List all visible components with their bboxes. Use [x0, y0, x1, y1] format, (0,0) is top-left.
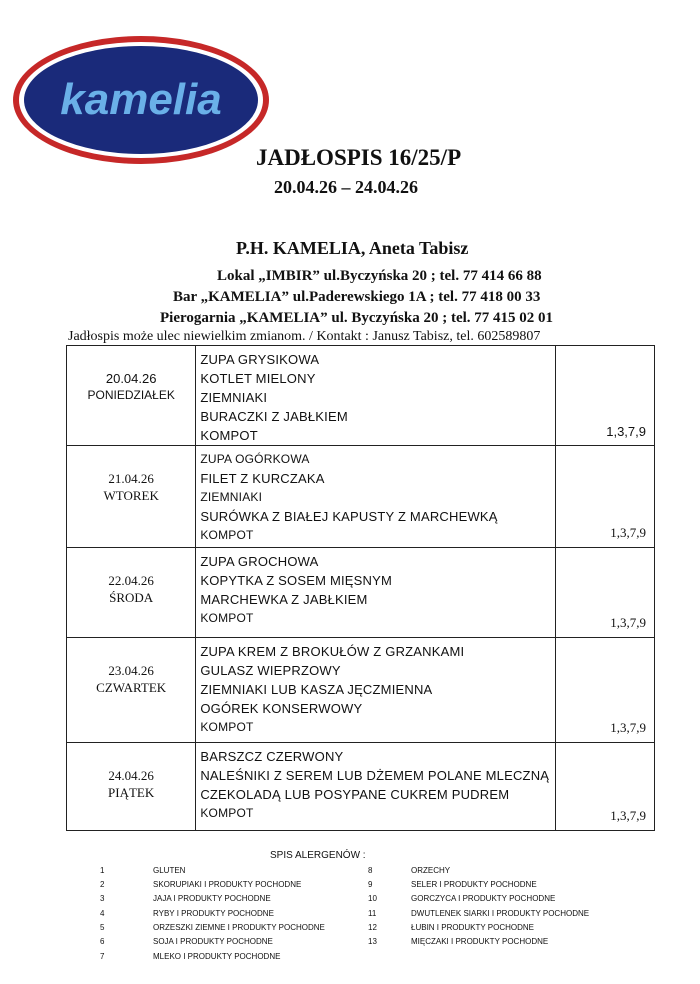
- kamelia-logo: [10, 32, 272, 168]
- dish: SURÓWKA Z BIAŁEJ KAPUSTY Z MARCHEWKĄ: [200, 509, 498, 524]
- dish: FILET Z KURCZAKA: [200, 471, 325, 486]
- menu-date: 20.04.26: [105, 371, 157, 386]
- dish: CZEKOLADĄ LUB POSYPANE CUKREM PUDREM: [200, 787, 510, 802]
- menu-day: PIĄTEK: [108, 785, 155, 800]
- menu-note: Jadłospis może ulec niewielkim zmianom. / Kontakt : Janusz Tabisz, tel. 602589807: [68, 329, 541, 344]
- allergens-title: SPIS ALERGENÓW :: [270, 850, 366, 861]
- dish: ZIEMNIAKI LUB KASZA JĘCZMIENNA: [200, 682, 433, 697]
- menu-row: [67, 346, 655, 446]
- dish: MARCHEWKA Z JABŁKIEM: [200, 592, 368, 607]
- location-bar-kamelia: Bar „KAMELIA” ul.Paderewskiego 1A ; tel. 77 418 00 33: [173, 289, 541, 305]
- menu-day: WTOREK: [103, 488, 159, 503]
- dish: KOMPOT: [200, 720, 254, 734]
- menu-date: 24.04.26: [108, 768, 154, 783]
- allergen-codes: 1,3,7,9: [556, 446, 655, 548]
- allergen-codes: 1,3,7,9: [556, 638, 655, 743]
- dish: KOPYTKA Z SOSEM MIĘSNYM: [200, 573, 393, 588]
- dish: KOMPOT: [200, 428, 258, 443]
- allergen-codes: 1,3,7,9: [556, 548, 655, 638]
- menu-row: [67, 743, 655, 831]
- company-name: P.H. KAMELIA, Aneta Tabisz: [236, 238, 469, 258]
- allergen-codes: 1,3,7,9: [556, 743, 655, 831]
- dish: BURACZKI Z JABŁKIEM: [200, 409, 348, 424]
- location-pierogarnia: Pierogarnia „KAMELIA” ul. Byczyńska 20 ; tel. 77 415 02 01: [160, 310, 554, 326]
- dish: KOMPOT: [200, 611, 254, 625]
- dish: OGÓREK KONSERWOWY: [200, 701, 363, 716]
- dish: ZIEMNIAKI: [200, 390, 268, 405]
- location-imbir: Lokal „IMBIR” ul.Byczyńska 20 ; tel. 77 414 66 88: [217, 268, 542, 284]
- menu-day: CZWARTEK: [96, 680, 167, 695]
- dish: KOMPOT: [200, 528, 254, 542]
- menu-row: [67, 638, 655, 743]
- dish: KOMPOT: [200, 806, 254, 820]
- dish: GULASZ WIEPRZOWY: [200, 663, 341, 678]
- dish: ZUPA GROCHOWA: [200, 554, 319, 569]
- menu-date: 21.04.26: [108, 471, 154, 486]
- menu-table: [66, 345, 655, 831]
- dish: ZUPA OGÓRKOWA: [200, 452, 310, 466]
- allergen-codes: 1,3,7,9: [556, 346, 655, 446]
- dish: NALEŚNIKI Z SEREM LUB DŻEMEM POLANE MLECZNĄ: [200, 768, 550, 783]
- menu-date: 22.04.26: [108, 573, 154, 588]
- menu-row: [67, 446, 655, 548]
- menu-dates: 20.04.26 – 24.04.26: [274, 177, 418, 197]
- logo-text: kamelia: [60, 75, 222, 124]
- dish: ZUPA GRYSIKOWA: [200, 352, 320, 367]
- dish: ZUPA KREM Z BROKUŁÓW Z GRZANKAMI: [200, 644, 465, 659]
- dish: KOTLET MIELONY: [200, 371, 316, 386]
- dish: BARSZCZ CZERWONY: [200, 749, 344, 764]
- dish: ZIEMNIAKI: [200, 490, 263, 504]
- menu-row: [67, 548, 655, 638]
- menu-title: JADŁOSPIS 16/25/P: [256, 145, 462, 170]
- menu-day: ŚRODA: [109, 590, 154, 605]
- menu-date: 23.04.26: [108, 663, 154, 678]
- menu-day: PONIEDZIAŁEK: [87, 388, 175, 402]
